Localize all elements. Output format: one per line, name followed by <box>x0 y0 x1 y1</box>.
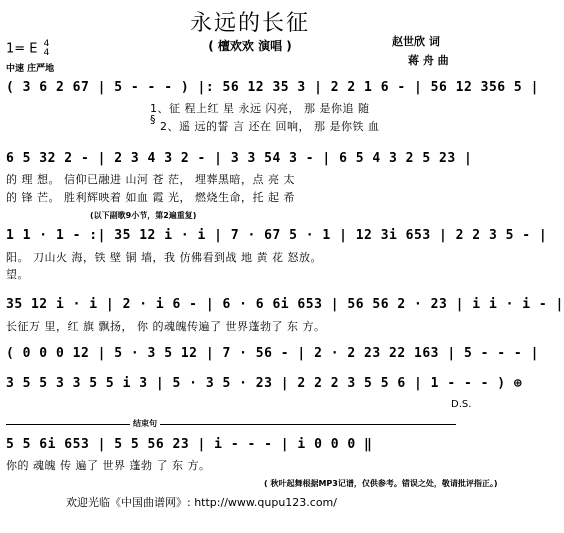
notation-line-1: ( 3 6 2 67 | 5 - - - ) |: 56 12 35 3 | 2 2 1 6 - | 56 12 356 5 | <box>6 80 539 95</box>
repeat-annotation: (以下副歌9小节，第2遍重复) <box>90 211 197 220</box>
notation-line-6: 3 5 5 3 3 5 5 i 3 | 5 · 3 5 · 23 | 2 2 2 3 5 5 6 | 1 - - - ) ⊕ <box>6 376 523 391</box>
key-label: 1= E <box>6 41 38 57</box>
notation-line-3: 1 1 · 1 - :| 35 12 i · i | 7 · 67 5 · 1 | 12 3i 653 | 2 2 3 5 - | <box>6 228 548 243</box>
key-signature <box>6 40 49 58</box>
lyricist-credit: 赵世欣 词 <box>392 35 440 48</box>
lyric-line-7: 你的 魂魄 传 遍了 世界 蓬勃 了 东 方。 <box>6 459 211 472</box>
ending-rule <box>6 424 456 425</box>
singer-credit: ( 檀欢欢 演唱 ) <box>208 39 292 53</box>
lyric-line-3b: 望。 <box>6 268 29 281</box>
lyric-line-2a: 的 理 想。 信仰已融进 山河 苍 茫， 埋葬黑暗，点 亮 太 <box>6 173 295 186</box>
website-welcome: 欢迎光临《中国曲谱网》: http://www.qupu123.com/ <box>66 496 337 509</box>
song-title: 永远的长征 <box>189 11 310 36</box>
notation-line-4: 35 12 i · i | 2 · i 6 - | 6 · 6 6i 653 | 56 56 2 · 23 | i i · i - | <box>6 297 564 312</box>
time-signature <box>44 40 50 58</box>
time-top: 4 <box>43 39 50 49</box>
composer-credit: 蒋 舟 曲 <box>408 54 449 67</box>
transcription-note: ( 秋叶起舞根据MP3记谱，仅供参考。错误之处，敬请批评指正。) <box>264 479 498 488</box>
lyric-line-4: 长征万 里，红 旗 飘扬， 你 的魂魄传遍了 世界蓬勃了 东 方。 <box>6 320 326 333</box>
time-bottom: 4 <box>43 48 50 58</box>
ending-label: 结束句 <box>130 418 160 429</box>
ds-marking: D.S. <box>451 399 472 410</box>
lyric-line-2b: 的 锋 芒。 胜利辉映着 如血 霞 光， 燃烧生命，托 起 希 <box>6 191 295 204</box>
tempo-marking: 中速 庄严地 <box>6 64 55 74</box>
notation-line-7: 5 5 6i 653 | 5 5 56 23 | i - - - | i 0 0 0 ‖ <box>6 437 373 452</box>
lyric-line-1a: 1、征 程上红 星 永远 闪亮， 那 是你追 随 <box>150 102 370 115</box>
notation-line-5: ( 0 0 0 12 | 5 · 3 5 12 | 7 · 56 - | 2 · 2 23 22 163 | 5 - - - | <box>6 346 539 361</box>
segno-marker: § <box>150 113 156 126</box>
lyric-line-3a: 阳。 刀山火 海，铁 壁 铜 墙，我 仿佛看到战 地 黄 花 怒放。 <box>6 251 322 264</box>
notation-line-2: 6 5 32 2 - | 2 3 4 3 2 - | 3 3 54 3 - | 6 5 4 3 2 5 23 | <box>6 151 473 166</box>
lyric-line-1b: 2、遥 远的誓 言 还在 回响， 那 是你铁 血 <box>160 120 380 133</box>
